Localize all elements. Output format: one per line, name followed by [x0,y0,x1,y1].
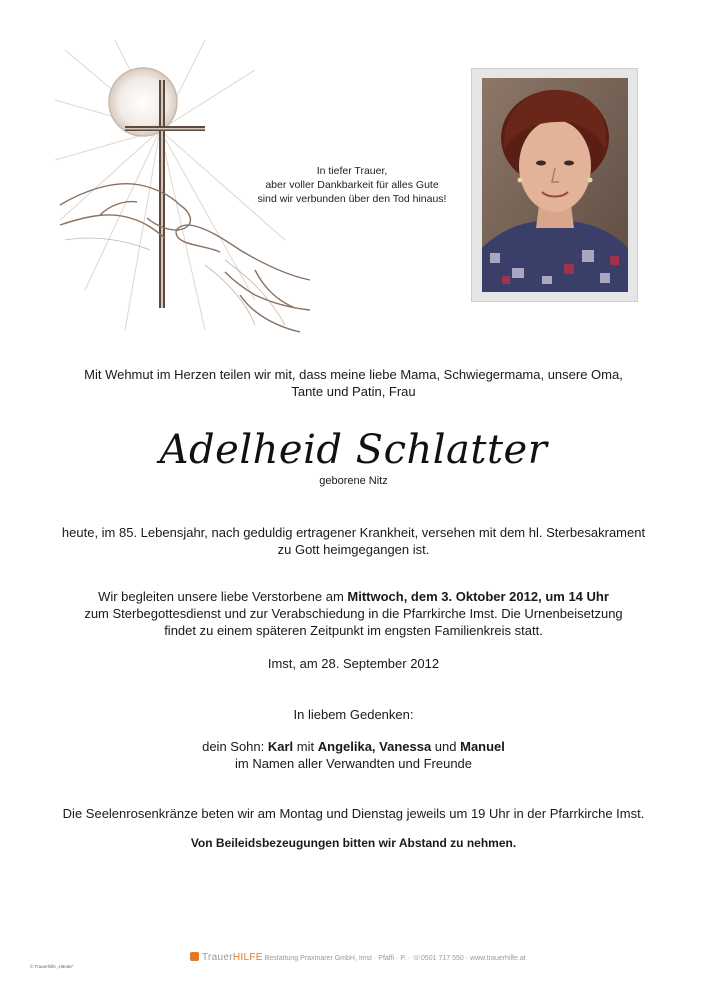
portrait-icon [482,78,628,292]
copyright: © Trauerhilfe „Hände“ [30,964,74,969]
family-mid: und [431,739,461,754]
passing-line: zu Gott heimgegangen ist. [277,542,430,557]
family-block [0,738,707,772]
birth-name: geborene Nitz [319,475,388,487]
funeral-intro: Wir begleiten unsere liebe Verstorbene am [98,589,348,604]
condolence-note: Von Beileidsbezeugungen bitten wir Abstand zu nehmen. [190,836,517,850]
memory-label: In liebem Gedenken: [293,707,414,722]
family-names: Angelika, Vanessa [317,739,432,754]
family-mid: mit [293,739,318,754]
family-pre: dein Sohn: [202,739,268,754]
family-line: im Namen aller Verwandten und Freunde [234,756,473,771]
quote-block [232,164,472,206]
company-info: Bestattung Praxmarer GmbH, Imst · Pfaffi · P. · ☏0501 717 550 · www.trauerhilfe.at [264,955,526,962]
intro-line: Mit Wehmut im Herzen teilen wir mit, dass meine liebe Mama, Schwiegermama, unsere Oma, [84,367,623,382]
funeral-line: findet zu einem späteren Zeitpunkt im engsten Familienkreis statt. [164,623,543,638]
quote-line: aber voller Dankbarkeit für alles Gute [265,179,439,191]
funeral-line: zum Sterbegottesdienst und zur Verabschiedung in die Pfarrkirche Imst. Die Urnenbeisetzung [84,606,623,621]
family-names: Manuel [460,739,505,754]
intro-line: Tante und Patin, Frau [291,384,416,399]
rosary-text: Die Seelenrosenkränze beten wir am Montag und Dienstag jeweils um 19 Uhr in der Pfarrkirche Imst. [62,806,645,821]
family-line [0,738,707,755]
family-son: Karl [267,739,294,754]
place-date: Imst, am 28. September 2012 [267,656,440,671]
passing-text [0,524,707,558]
trauerhilfe-logo-icon [190,952,199,961]
funeral-datetime: Mittwoch, dem 3. Oktober 2012, um 14 Uhr [347,589,609,604]
funeral-text [0,588,707,639]
quote-line: sind wir verbunden über den Tod hinaus! [257,193,447,205]
sun-icon [109,68,177,136]
brand-name: TrauerHILFE [202,952,263,963]
footer [190,952,526,966]
deceased-name: Adelheid Schlatter [159,427,548,473]
quote-line: In tiefer Trauer, [316,165,388,177]
portrait-photo [482,78,628,292]
funeral-line [0,588,707,605]
passing-line: heute, im 85. Lebensjahr, nach geduldig ertragener Krankheit, versehen mit dem hl. Sterbesakrament [61,525,646,540]
intro-text [0,366,707,400]
